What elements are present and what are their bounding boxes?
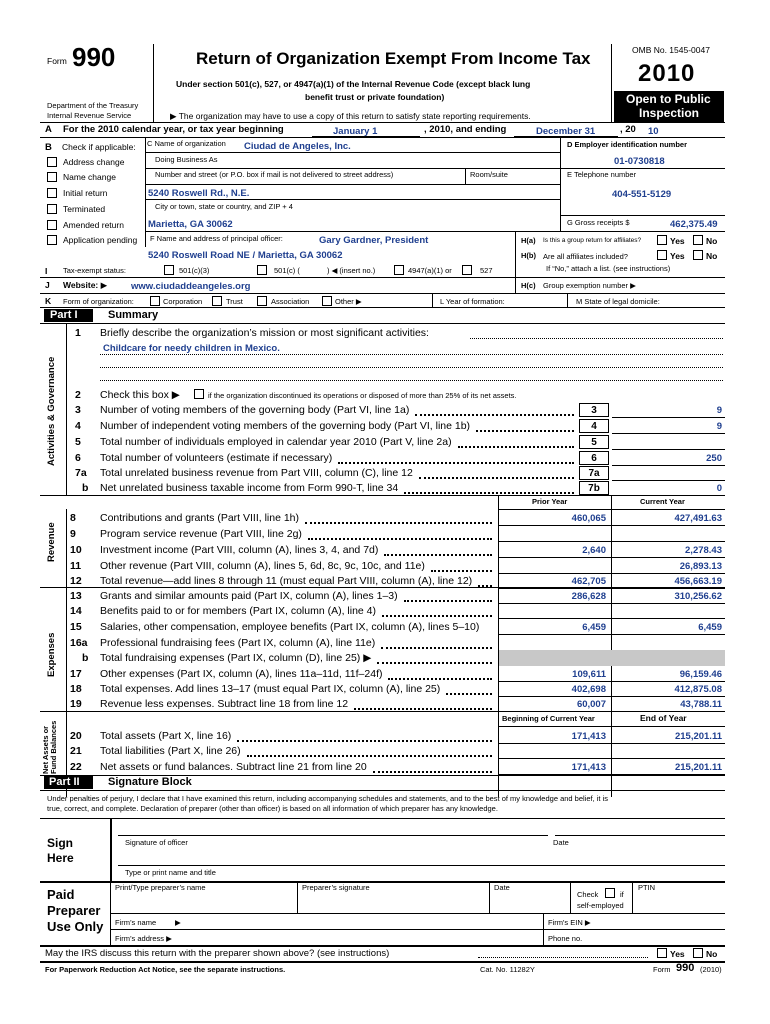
- discuss-no-label: No: [706, 949, 718, 959]
- org-association-label: Association: [271, 297, 310, 306]
- expense-line-prior-value[interactable]: 109,611: [572, 669, 606, 680]
- phone-no-label: Phone no.: [548, 934, 583, 943]
- street-label: Number and street (or P.O. box if mail is not delivered to street address): [155, 170, 394, 179]
- col-end-year: End of Year: [640, 713, 687, 723]
- expense-line-num: 15: [70, 621, 82, 633]
- ha-no-checkbox[interactable]: [693, 235, 703, 245]
- net-assets-line-num: 21: [70, 745, 82, 757]
- net-assets-line-num: 20: [70, 730, 82, 742]
- expense-line-prior-value[interactable]: 402,698: [571, 684, 606, 695]
- expense-line-current-value[interactable]: 96,159.46: [679, 669, 722, 680]
- gov-line-value[interactable]: 250: [706, 453, 722, 464]
- gov-line-num: 5: [75, 436, 81, 448]
- state-reporting-notice: ▶ The organization may have to use a copy of this return to satisfy state reporting requirements.: [170, 111, 531, 121]
- org-corporation-checkbox[interactable]: [150, 296, 160, 306]
- year-formation-label: L Year of formation:: [440, 297, 505, 306]
- line-a-label: A: [45, 124, 52, 135]
- expense-line-current-value[interactable]: 6,459: [698, 622, 722, 633]
- gov-line-num: b: [82, 482, 89, 494]
- revenue-line-current-value[interactable]: 427,491.63: [674, 513, 722, 524]
- b-item-1-checkbox[interactable]: [47, 172, 57, 182]
- expense-line-text: Total expenses. Add lines 13–17 (must equal Part IX, column (A), line 25): [100, 683, 441, 695]
- ein-field[interactable]: 01-0730818: [614, 156, 665, 167]
- website-label: Website: ▶: [63, 280, 108, 290]
- line-b-label: B: [45, 142, 52, 153]
- firm-ein-label: Firm's EIN ▶: [548, 918, 591, 927]
- footer-form-year: (2010): [700, 965, 722, 974]
- status-4947-label: 4947(a)(1) or: [408, 266, 452, 275]
- revenue-line-text: Program service revenue (Part VIII, line 2g): [100, 528, 302, 540]
- gov-line-value[interactable]: 0: [716, 483, 722, 494]
- expense-line-text: Total fundraising expenses (Part IX, column (D), line 25) ▶: [100, 652, 372, 664]
- sig-officer-label: Signature of officer: [125, 838, 188, 847]
- net-assets-line-text: Total assets (Part X, line 16): [100, 730, 232, 742]
- paid-preparer-3: Use Only: [47, 919, 104, 934]
- self-employed-label: self-employed: [577, 901, 624, 910]
- part-2-tag: Part II: [44, 776, 93, 789]
- org-other-label: Other ▶: [335, 297, 362, 306]
- ein-label: D Employer identification number: [567, 140, 688, 149]
- phone-field[interactable]: 404-551-5129: [612, 189, 672, 200]
- side-label-revenue: Revenue: [46, 522, 57, 562]
- officer-address-field[interactable]: 5240 Roswell Road NE / Marietta, GA 30062: [148, 250, 343, 261]
- tax-year: 2010: [638, 60, 696, 87]
- gov-line-box: 7a: [579, 466, 609, 480]
- form-subtitle-1: Under section 501(c), 527, or 4947(a)(1) of the Internal Revenue Code (except black lung: [176, 79, 531, 89]
- b-item-3-checkbox[interactable]: [47, 204, 57, 214]
- tax-year-end[interactable]: December 31: [536, 126, 596, 137]
- sig-date-label: Date: [553, 838, 569, 847]
- mission-field[interactable]: Childcare for needy children in Mexico.: [103, 343, 280, 354]
- open-to-public-badge: Open to Public Inspection: [614, 91, 724, 122]
- b-item-1-label: Name change: [63, 172, 116, 182]
- preparer-signature-label: Preparer’s signature: [302, 883, 370, 892]
- b-item-4-label: Amended return: [63, 220, 124, 230]
- gov-line-box: 5: [579, 435, 609, 449]
- firm-name-label: Firm’s name: [115, 918, 157, 927]
- hb-yes-checkbox[interactable]: [657, 250, 667, 260]
- city-label: City or town, state or country, and ZIP + 4: [155, 202, 293, 211]
- form-subtitle-2: benefit trust or private foundation): [305, 92, 445, 102]
- line-1-text: Briefly describe the organization’s mission or most significant activities:: [100, 327, 429, 339]
- ha-yes-checkbox[interactable]: [657, 235, 667, 245]
- ha-yes-label: Yes: [670, 236, 685, 246]
- net-assets-line-current-value[interactable]: 215,201.11: [674, 731, 722, 742]
- status-527-checkbox[interactable]: [462, 265, 472, 275]
- form-of-org-label: Form of organization:: [63, 297, 134, 306]
- b-item-2-label: Initial return: [63, 188, 108, 198]
- phone-label: E Telephone number: [567, 170, 637, 179]
- org-name-field[interactable]: Ciudad de Angeles, Inc.: [244, 141, 351, 152]
- omb-number: OMB No. 1545-0047: [632, 45, 710, 55]
- revenue-line-num: 10: [70, 544, 82, 556]
- hc-text: Group exemption number ▶: [543, 281, 636, 290]
- side-label-governance: Activities & Governance: [46, 356, 57, 466]
- revenue-line-current-value[interactable]: 2,278.43: [685, 545, 722, 556]
- status-501c3-label: 501(c)(3): [179, 266, 210, 275]
- net-assets-line-prior-value[interactable]: 171,413: [571, 762, 606, 773]
- paperwork-notice: For Paperwork Reduction Act Notice, see the separate instructions.: [45, 965, 286, 974]
- part-1-tag: Part I: [44, 309, 93, 322]
- city-field[interactable]: Marietta, GA 30062: [148, 219, 233, 230]
- net-assets-line-text: Total liabilities (Part X, line 26): [100, 745, 241, 757]
- line-j-label: J: [45, 280, 50, 290]
- ha-label: H(a): [521, 236, 536, 245]
- gov-line-num: 6: [75, 452, 81, 464]
- form-number: 990: [72, 42, 116, 72]
- b-item-0-checkbox[interactable]: [47, 157, 57, 167]
- discuss-no-checkbox[interactable]: [693, 948, 703, 958]
- room-suite-label: Room/suite: [470, 170, 508, 179]
- net-assets-line-num: 22: [70, 761, 82, 773]
- gov-line-text: Total number of volunteers (estimate if necessary): [100, 452, 333, 464]
- gov-line-value[interactable]: 9: [716, 421, 722, 432]
- expense-line-text: Benefits paid to or for members (Part IX, column (A), line 4): [100, 605, 377, 617]
- firm-address-label: Firm’s address ▶: [115, 934, 172, 943]
- org-association-checkbox[interactable]: [257, 296, 267, 306]
- website-field[interactable]: www.ciudaddeangeles.org: [131, 281, 251, 292]
- gross-receipts-label: G Gross receipts $: [567, 218, 630, 227]
- expense-line-text: Grants and similar amounts paid (Part IX, column (A), lines 1–3): [100, 590, 398, 602]
- paid-preparer-1: Paid: [47, 887, 75, 902]
- side-label-net-assets: Net Assets or Fund Balances: [41, 720, 58, 774]
- hb-text: Are all affiliates included?: [543, 252, 628, 261]
- status-4947-checkbox[interactable]: [394, 265, 404, 275]
- gov-line-text: Net unrelated business taxable income from Form 990-T, line 34: [100, 482, 399, 494]
- street-field[interactable]: 5240 Roswell Rd., N.E.: [148, 188, 250, 199]
- org-trust-checkbox[interactable]: [212, 296, 222, 306]
- penalty-statement-2: true, correct, and complete. Declaration of preparer (other than officer) is based on all information of which preparer has any knowledge.: [47, 804, 498, 813]
- preparer-name-label: Print/Type preparer’s name: [115, 883, 206, 892]
- gov-line-text: Total unrelated business revenue from Part VIII, column (C), line 12: [100, 467, 413, 479]
- revenue-line-text: Other revenue (Part VIII, column (A), lines 5, 6d, 8c, 9c, 10c, and 11e): [100, 560, 425, 572]
- expense-line-prior-value[interactable]: 286,628: [571, 591, 606, 602]
- self-employed-checkbox[interactable]: [605, 888, 615, 898]
- discuss-yes-label: Yes: [670, 949, 685, 959]
- cat-number: Cat. No. 11282Y: [480, 965, 535, 974]
- expense-line-num: 13: [70, 590, 82, 602]
- tax-year-begin[interactable]: January 1: [333, 126, 378, 137]
- line-a-20: , 20: [620, 124, 636, 135]
- form-label: Form: [47, 56, 67, 66]
- status-501c-checkbox[interactable]: [257, 265, 267, 275]
- sign-here-1: Sign: [47, 836, 73, 850]
- gov-line-box: 3: [579, 403, 609, 417]
- tax-exempt-status-label: Tax-exempt status:: [63, 266, 126, 275]
- gov-line-text: Number of voting members of the governing body (Part VI, line 1a): [100, 404, 410, 416]
- hb-yes-label: Yes: [670, 251, 685, 261]
- gov-line-text: Number of independent voting members of the governing body (Part VI, line 1b): [100, 420, 471, 432]
- revenue-line-prior-value[interactable]: 2,640: [582, 545, 606, 556]
- gov-line-text: Total number of individuals employed in calendar year 2010 (Part V, line 2a): [100, 436, 452, 448]
- gov-line-box: 6: [579, 451, 609, 465]
- gov-line-num: 7a: [75, 467, 87, 479]
- hb-note: If “No,” attach a list. (see instructions): [546, 264, 671, 273]
- dba-label: Doing Business As: [155, 155, 218, 164]
- firm-name-arrow: ▶: [175, 918, 181, 927]
- line-k-label: K: [45, 296, 52, 306]
- org-name-label: C Name of organization: [147, 139, 226, 148]
- state-domicile-label: M State of legal domicile:: [576, 297, 660, 306]
- expense-line-prior-value[interactable]: 6,459: [582, 622, 606, 633]
- gov-line-box: 4: [579, 419, 609, 433]
- expense-line-text: Professional fundraising fees (Part IX, column (A), line 11e): [100, 637, 376, 649]
- expense-line-text: Revenue less expenses. Subtract line 18 from line 12: [100, 698, 349, 710]
- revenue-line-num: 12: [70, 575, 82, 587]
- part-1-title: Summary: [108, 309, 159, 321]
- ha-text: Is this a group return for affiliates?: [543, 237, 642, 244]
- line-2-text: Check this box ▶: [100, 389, 180, 401]
- self-employed-if: if: [620, 890, 624, 899]
- officer-label: F Name and address of principal officer:: [150, 234, 283, 243]
- revenue-line-num: 9: [70, 528, 76, 540]
- check-if-applicable: Check if applicable:: [62, 142, 136, 152]
- org-other-checkbox[interactable]: [322, 296, 332, 306]
- gov-line-value[interactable]: 9: [716, 405, 722, 416]
- status-527-label: 527: [480, 266, 493, 275]
- org-corporation-label: Corporation: [163, 297, 203, 306]
- irs-discuss-text: May the IRS discuss this return with the preparer shown above? (see instructions): [45, 948, 390, 959]
- revenue-line-current-value[interactable]: 26,893.13: [679, 561, 722, 572]
- ha-no-label: No: [706, 236, 718, 246]
- gov-line-num: 3: [75, 404, 81, 416]
- penalty-statement-1: Under penalties of perjury, I declare that I have examined this return, including accompanying schedules and statements, and to the best of my knowledge and belief, it is: [47, 794, 609, 803]
- expense-line-current-value[interactable]: 412,875.08: [674, 684, 722, 695]
- net-assets-line-prior-value[interactable]: 171,413: [571, 731, 606, 742]
- b-item-3-label: Terminated: [63, 204, 106, 214]
- line-a-text: For the 2010 calendar year, or tax year beginning: [63, 124, 284, 135]
- preparer-date-label: Date: [494, 883, 510, 892]
- gross-receipts-field[interactable]: 462,375.49: [670, 219, 718, 230]
- col-current-year: Current Year: [640, 497, 685, 506]
- form-title: Return of Organization Exempt From Income Tax: [196, 49, 591, 68]
- revenue-line-current-value[interactable]: 456,663.19: [674, 576, 722, 587]
- line-2-rest: if the organization discontinued its operations or disposed of more than 25% of its net assets.: [208, 391, 517, 400]
- b-item-2-checkbox[interactable]: [47, 188, 57, 198]
- revenue-line-text: Contributions and grants (Part VIII, line 1h): [100, 512, 300, 524]
- dept-treasury: Department of the Treasury: [47, 101, 139, 110]
- tax-year-end-yy[interactable]: 10: [648, 126, 659, 137]
- self-employed-check-label: Check: [577, 890, 599, 899]
- hb-label: H(b): [521, 251, 536, 260]
- expense-line-num: 19: [70, 698, 82, 710]
- line-i-label: I: [45, 266, 48, 276]
- expense-line-num: b: [82, 652, 89, 664]
- net-assets-line-text: Net assets or fund balances. Subtract line 21 from line 20: [100, 761, 367, 773]
- revenue-line-num: 11: [70, 560, 82, 572]
- net-assets-line-current-value[interactable]: 215,201.11: [674, 762, 722, 773]
- expense-line-num: 14: [70, 605, 82, 617]
- fundraising-shaded-cell: [499, 650, 725, 666]
- discontinued-checkbox[interactable]: [194, 389, 204, 399]
- line-a-mid: , 2010, and ending: [424, 124, 507, 135]
- revenue-line-prior-value[interactable]: 460,065: [571, 513, 606, 524]
- col-prior-year: Prior Year: [532, 497, 568, 506]
- b-item-0-label: Address change: [63, 157, 125, 167]
- officer-signature-field[interactable]: [118, 820, 548, 834]
- col-begin-year: Beginning of Current Year: [502, 714, 595, 723]
- expense-line-prior-value[interactable]: 60,007: [576, 699, 606, 710]
- line-2-num: 2: [75, 389, 81, 401]
- expense-line-text: Other expenses (Part IX, column (A), lines 11a–11d, 11f–24f): [100, 668, 383, 680]
- b-item-4-checkbox[interactable]: [47, 220, 57, 230]
- revenue-line-num: 8: [70, 512, 76, 524]
- revenue-line-prior-value[interactable]: 462,705: [571, 576, 606, 587]
- footer-form-number: 990: [676, 962, 695, 974]
- irs-label: Internal Revenue Service: [47, 111, 132, 120]
- org-trust-label: Trust: [226, 297, 243, 306]
- b-item-5-label: Application pending: [63, 235, 138, 245]
- sign-here-2: Here: [47, 851, 74, 865]
- officer-name-field[interactable]: Gary Gardner, President: [319, 235, 429, 246]
- b-item-5-checkbox[interactable]: [47, 235, 57, 245]
- type-name-label: Type or print name and title: [125, 868, 216, 877]
- footer-form-label: Form: [653, 965, 671, 974]
- status-501c-label: 501(c) (: [274, 266, 300, 275]
- status-insert-no: ) ◀ (insert no.): [327, 266, 376, 275]
- hb-no-checkbox[interactable]: [693, 250, 703, 260]
- ptin-label: PTIN: [638, 883, 656, 892]
- expense-line-num: 17: [70, 668, 82, 680]
- discuss-yes-checkbox[interactable]: [657, 948, 667, 958]
- revenue-line-text: Total revenue—add lines 8 through 11 (must equal Part VIII, column (A), line 12): [100, 575, 473, 587]
- expense-line-num: 16a: [70, 637, 88, 649]
- expense-line-num: 18: [70, 683, 82, 695]
- paid-preparer-2: Preparer: [47, 903, 101, 918]
- gov-line-box: 7b: [579, 481, 609, 495]
- hc-label: H(c): [521, 281, 536, 290]
- revenue-line-text: Investment income (Part VIII, column (A), lines 3, 4, and 7d): [100, 544, 379, 556]
- part-2-title: Signature Block: [108, 776, 192, 788]
- expense-line-text: Salaries, other compensation, employee benefits (Part IX, column (A), lines 5–10): [100, 621, 480, 633]
- line-1-num: 1: [75, 327, 81, 339]
- gov-line-num: 4: [75, 420, 81, 432]
- status-501c3-checkbox[interactable]: [164, 265, 174, 275]
- expense-line-current-value[interactable]: 43,788.11: [680, 699, 722, 710]
- side-label-expenses: Expenses: [46, 632, 57, 677]
- hb-no-label: No: [706, 251, 718, 261]
- expense-line-current-value[interactable]: 310,256.62: [674, 591, 722, 602]
